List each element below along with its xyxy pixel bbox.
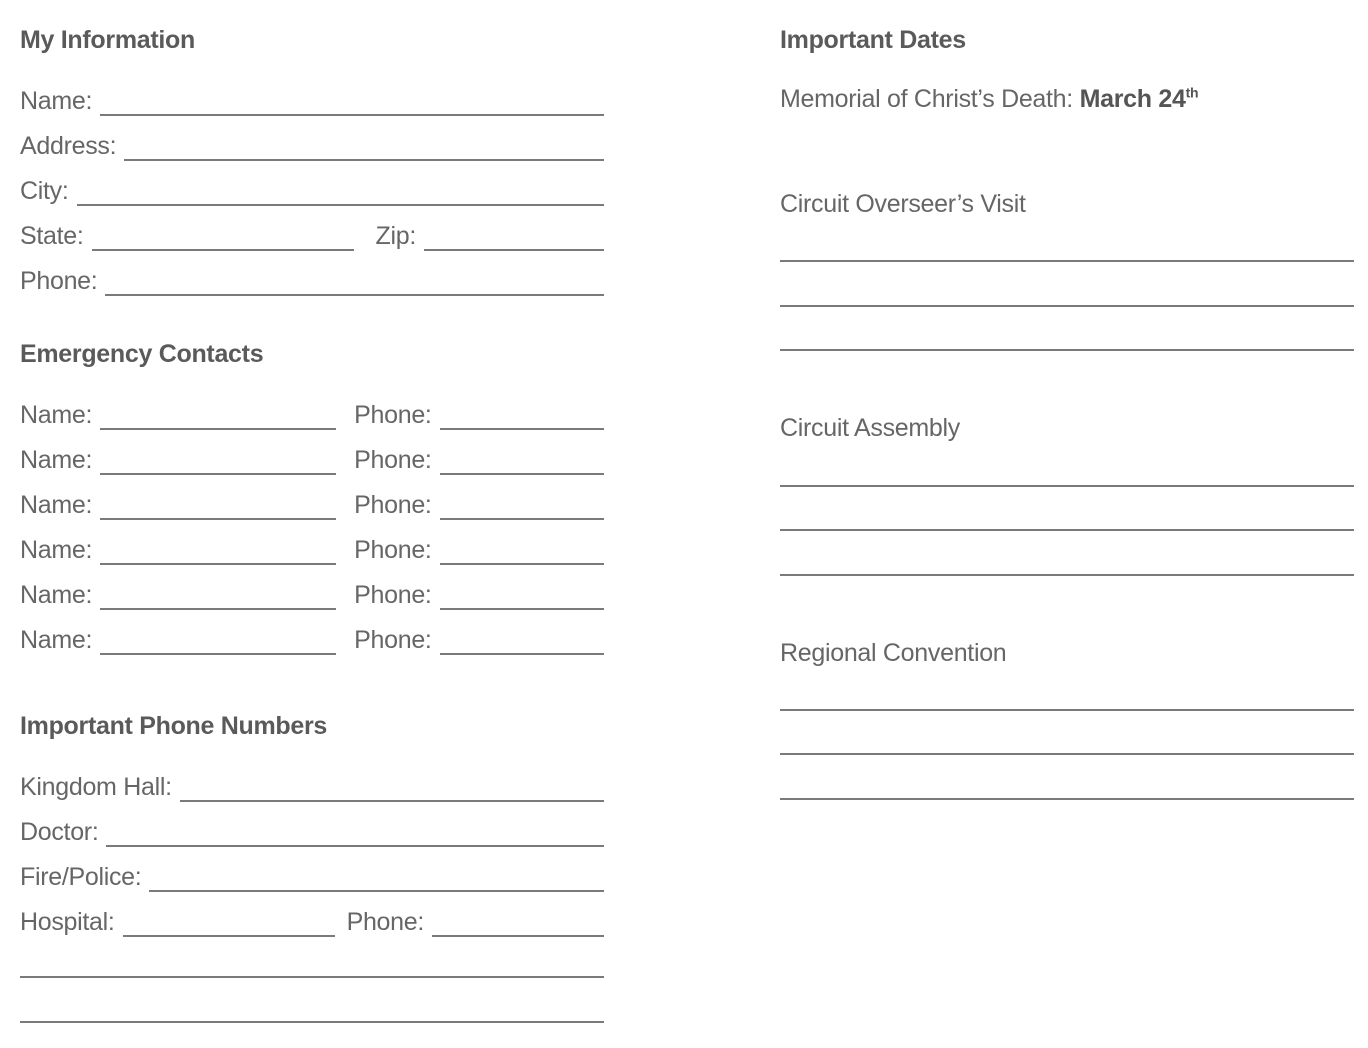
city-field[interactable] bbox=[77, 176, 604, 206]
emergency-phone-field[interactable] bbox=[440, 580, 604, 610]
emergency-name-label: Name: bbox=[20, 401, 93, 429]
emergency-name-label: Name: bbox=[20, 626, 93, 654]
emergency-name-label: Name: bbox=[20, 491, 93, 519]
doctor-row bbox=[20, 813, 604, 847]
important-dates-heading: Important Dates bbox=[780, 26, 966, 54]
emergency-contacts-heading: Emergency Contacts bbox=[20, 340, 264, 368]
regional-convention-label: Regional Convention bbox=[780, 639, 1007, 667]
circuit-overseer-line[interactable] bbox=[780, 305, 1354, 307]
regional-convention-line[interactable] bbox=[780, 709, 1354, 711]
emergency-phone-label: Phone: bbox=[354, 581, 432, 609]
memorial-date: March 24 bbox=[1079, 85, 1186, 113]
address-field[interactable] bbox=[124, 131, 604, 161]
fire-police-row bbox=[20, 858, 604, 892]
emergency-name-label: Name: bbox=[20, 536, 93, 564]
emergency-name-field[interactable] bbox=[100, 580, 336, 610]
zip-field[interactable] bbox=[424, 221, 604, 251]
address-label: Address: bbox=[20, 132, 117, 160]
state-field[interactable] bbox=[92, 221, 354, 251]
kingdom-hall-row bbox=[20, 768, 604, 802]
zip-label: Zip: bbox=[375, 222, 417, 250]
emergency-phone-field[interactable] bbox=[440, 400, 604, 430]
emergency-contact-row bbox=[20, 531, 604, 565]
fire-police-field[interactable] bbox=[149, 862, 604, 892]
emergency-phone-label: Phone: bbox=[354, 401, 432, 429]
address-row bbox=[20, 127, 604, 161]
emergency-name-field[interactable] bbox=[100, 535, 336, 565]
emergency-contact-row bbox=[20, 396, 604, 430]
emergency-phone-label: Phone: bbox=[354, 446, 432, 474]
emergency-phone-field[interactable] bbox=[440, 625, 604, 655]
name-label: Name: bbox=[20, 87, 93, 115]
phone-row bbox=[20, 262, 604, 296]
state-zip-row bbox=[20, 217, 604, 251]
circuit-assembly-label: Circuit Assembly bbox=[780, 414, 960, 442]
hospital-field[interactable] bbox=[123, 907, 335, 937]
kingdom-hall-field[interactable] bbox=[180, 772, 604, 802]
regional-convention-line[interactable] bbox=[780, 753, 1354, 755]
emergency-phone-field[interactable] bbox=[440, 490, 604, 520]
circuit-assembly-line[interactable] bbox=[780, 529, 1354, 531]
emergency-contact-row bbox=[20, 486, 604, 520]
emergency-name-field[interactable] bbox=[100, 400, 336, 430]
city-row bbox=[20, 172, 604, 206]
name-field[interactable] bbox=[100, 86, 604, 116]
doctor-label: Doctor: bbox=[20, 818, 99, 846]
circuit-assembly-line[interactable] bbox=[780, 574, 1354, 576]
emergency-name-field[interactable] bbox=[100, 625, 336, 655]
emergency-name-field[interactable] bbox=[100, 490, 336, 520]
emergency-contact-row bbox=[20, 621, 604, 655]
memorial-label: Memorial of Christ’s Death: bbox=[780, 85, 1073, 113]
circuit-overseer-line[interactable] bbox=[780, 349, 1354, 351]
emergency-phone-label: Phone: bbox=[354, 536, 432, 564]
blank-line[interactable] bbox=[20, 976, 604, 978]
circuit-assembly-line[interactable] bbox=[780, 485, 1354, 487]
my-information-heading: My Information bbox=[20, 26, 195, 54]
hospital-phone-label: Phone: bbox=[346, 908, 425, 936]
hospital-label: Hospital: bbox=[20, 908, 115, 936]
circuit-overseer-line[interactable] bbox=[780, 260, 1354, 262]
name-row bbox=[20, 82, 604, 116]
memorial-line bbox=[780, 85, 1198, 114]
emergency-phone-label: Phone: bbox=[354, 491, 432, 519]
doctor-field[interactable] bbox=[106, 817, 604, 847]
important-phone-numbers-heading: Important Phone Numbers bbox=[20, 712, 328, 740]
state-label: State: bbox=[20, 222, 84, 250]
emergency-contact-row bbox=[20, 576, 604, 610]
memorial-date-suffix: th bbox=[1185, 84, 1199, 101]
emergency-name-label: Name: bbox=[20, 581, 93, 609]
phone-field[interactable] bbox=[105, 266, 604, 296]
emergency-phone-field[interactable] bbox=[440, 535, 604, 565]
emergency-phone-field[interactable] bbox=[440, 445, 604, 475]
city-label: City: bbox=[20, 177, 69, 205]
circuit-overseer-label: Circuit Overseer’s Visit bbox=[780, 190, 1026, 218]
emergency-name-field[interactable] bbox=[100, 445, 336, 475]
fire-police-label: Fire/Police: bbox=[20, 863, 142, 891]
hospital-row bbox=[20, 903, 604, 937]
kingdom-hall-label: Kingdom Hall: bbox=[20, 773, 172, 801]
emergency-name-label: Name: bbox=[20, 446, 93, 474]
phone-label: Phone: bbox=[20, 267, 98, 295]
emergency-contact-row bbox=[20, 441, 604, 475]
emergency-phone-label: Phone: bbox=[354, 626, 432, 654]
regional-convention-line[interactable] bbox=[780, 798, 1354, 800]
blank-line[interactable] bbox=[20, 1021, 604, 1023]
hospital-phone-field[interactable] bbox=[432, 907, 604, 937]
